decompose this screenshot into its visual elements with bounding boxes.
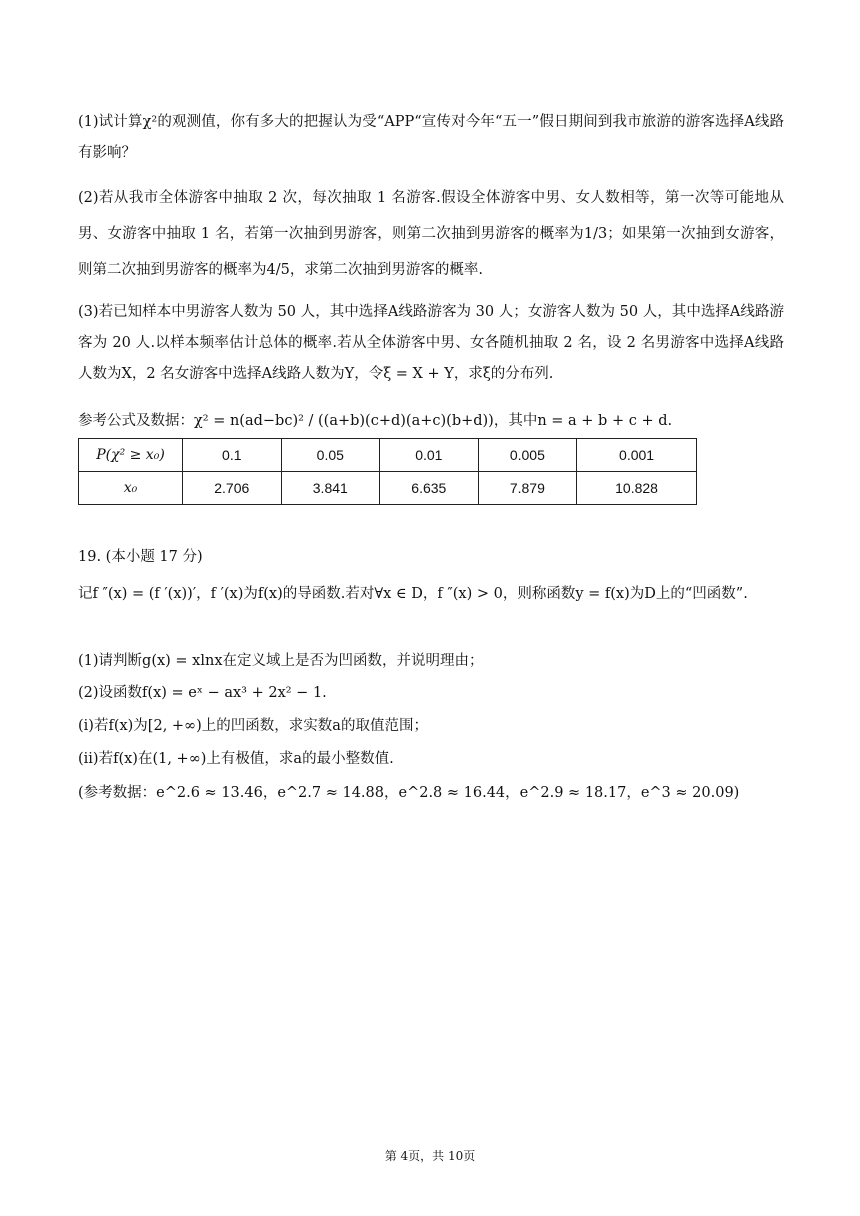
q18-part2 bbox=[78, 180, 784, 288]
chi-square-table bbox=[78, 438, 697, 505]
table-row-label: P(χ² ≥ x₀) bbox=[79, 439, 183, 472]
q19-part2-i-text: (i)若f(x)为[2, +∞)上的凹函数，求实数a的取值范围； bbox=[78, 718, 428, 734]
table-row-label: x₀ bbox=[79, 472, 183, 505]
table-row bbox=[79, 472, 697, 505]
q19-part2-ii bbox=[78, 748, 394, 770]
q19-part1-text: (1)请判断g(x) = xlnx在定义域上是否为凹函数，并说明理由； bbox=[78, 653, 484, 669]
table-cell: 0.005 bbox=[478, 439, 577, 472]
q19-header-text: 19. (本小题 17 分) bbox=[78, 549, 203, 565]
table-cell: 3.841 bbox=[281, 472, 380, 505]
q19-part2 bbox=[78, 682, 327, 704]
q19-reference-data bbox=[78, 782, 739, 804]
q18-part3 bbox=[78, 297, 784, 390]
reference-formula bbox=[78, 410, 672, 432]
table-cell: 0.1 bbox=[183, 439, 282, 472]
table-cell: 0.05 bbox=[281, 439, 380, 472]
q19-intro-text: 记f ″(x) = (f ′(x))′，f ′(x)为f(x)的导函数.若对∀x ∈ D，f ″(x) > 0，则称函数y = f(x)为D上的“凹函数”. bbox=[78, 586, 748, 602]
q18-part1 bbox=[78, 107, 784, 169]
table-cell: 0.001 bbox=[577, 439, 697, 472]
q19-part2-i bbox=[78, 715, 428, 737]
table-row bbox=[79, 439, 697, 472]
q19-header bbox=[78, 546, 203, 568]
q19-part2-ii-text: (ii)若f(x)在(1, +∞)上有极值，求a的最小整数值. bbox=[78, 751, 394, 767]
table-cell: 0.01 bbox=[380, 439, 479, 472]
q19-part1 bbox=[78, 650, 484, 672]
table-cell: 6.635 bbox=[380, 472, 479, 505]
q19-part2-text: (2)设函数f(x) = eˣ − ax³ + 2x² − 1. bbox=[78, 685, 327, 701]
reference-formula-text: 参考公式及数据：χ² = n(ad−bc)² / ((a+b)(c+d)(a+c)(b+d))，其中n = a + b + c + d. bbox=[78, 413, 673, 429]
q19-reference-data-text: (参考数据：e^2.6 ≈ 13.46，e^2.7 ≈ 14.88，e^2.8 ≈ 16.44，e^2.9 ≈ 18.17，e^3 ≈ 20.09) bbox=[78, 785, 740, 801]
table-cell: 2.706 bbox=[183, 472, 282, 505]
q18-part1-text: (1)试计算χ²的观测值，你有多大的把握认为受“APP“宣传对今年“五一”假日期间到我市旅游的游客选择A线路有影响？ bbox=[78, 114, 784, 161]
q19-intro bbox=[78, 579, 784, 610]
page-footer bbox=[0, 1147, 860, 1164]
table-cell: 10.828 bbox=[577, 472, 697, 505]
q18-part2-text: (2)若从我市全体游客中抽取 2 次，每次抽取 1 名游客.假设全体游客中男、女人数相等，第一次等可能地从男、女游客中抽取 1 名，若第一次抽到男游客，则第二次抽到男游客的概率为1/3；如果第一次抽到女游客，则第二次抽到男游客的概率为4/5，求第二次抽到男游客的概率. bbox=[78, 190, 784, 278]
page-number: 第 4页，共 10页 bbox=[384, 1149, 476, 1163]
table-cell: 7.879 bbox=[478, 472, 577, 505]
q18-part3-text: (3)若已知样本中男游客人数为 50 人，其中选择A线路游客为 30 人；女游客人数为 50 人，其中选择A线路游客为 20 人.以样本频率估计总体的概率.若从全体游客中男、女各随机抽取 2 名，设 2 名男游客中选择A线路人数为X，2 名女游客中选择A线路人数为Y，令ξ = X + Y，求ξ的分布列. bbox=[78, 304, 784, 382]
